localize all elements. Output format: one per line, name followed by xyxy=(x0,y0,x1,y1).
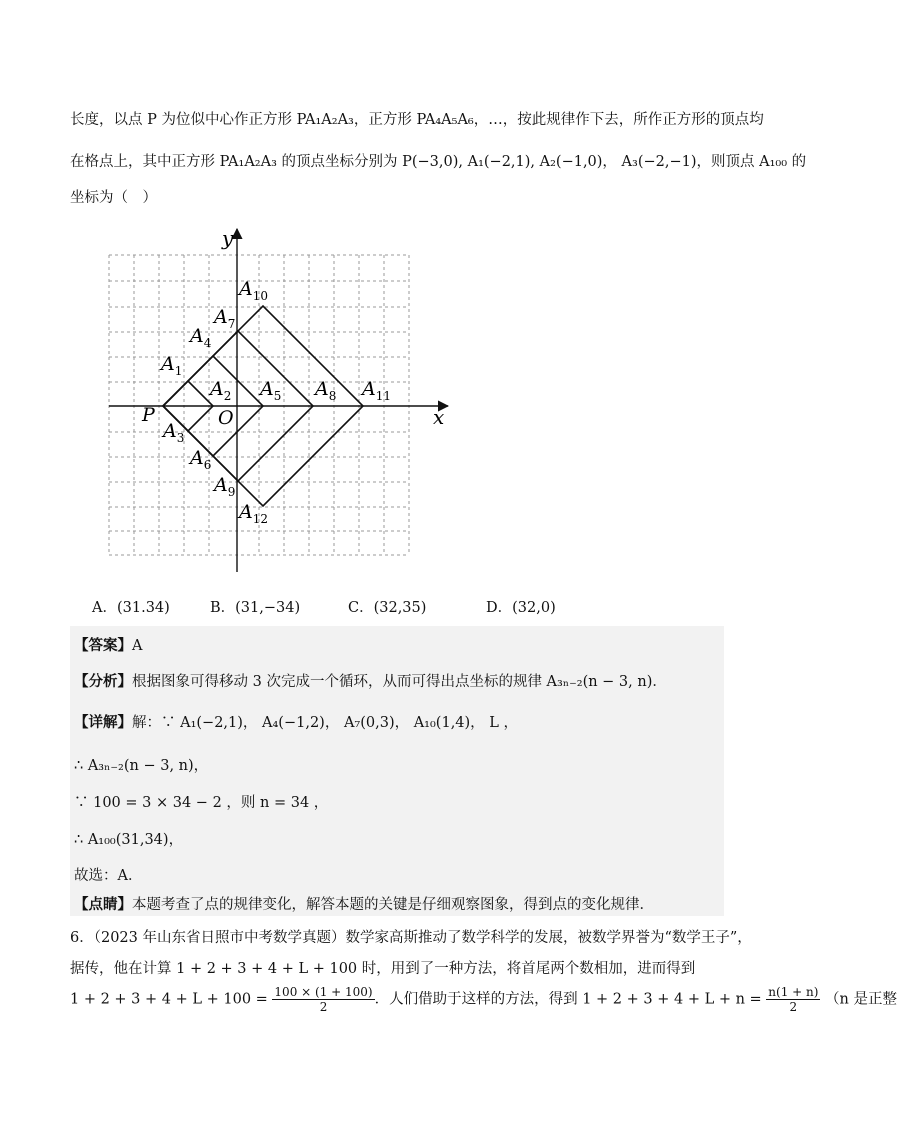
option-c: C．(32,35) xyxy=(348,600,427,616)
answer-tag: 【答案】 xyxy=(74,637,132,654)
comment-tag: 【点睛】 xyxy=(74,896,132,913)
option-b: B．(31,−34) xyxy=(210,600,301,616)
label-a5: $A_5$ xyxy=(260,378,282,403)
x-axis-label: x xyxy=(433,405,445,429)
next-question-line-3 xyxy=(70,985,897,1014)
point-p-label: P xyxy=(142,404,155,426)
label-a6: $A_6$ xyxy=(190,447,212,472)
detail-row-1 xyxy=(74,711,518,732)
fraction-2 xyxy=(766,985,820,1014)
detail-row-5: 故选：A． xyxy=(74,868,143,884)
origin-label: O xyxy=(218,407,234,429)
detail-text-1: 解：∵ A₁(−2,1)， A₄(−1,2)， A₇(0,3)， A₁₀(1,4)， L ， xyxy=(132,715,519,731)
label-a4: $A_4$ xyxy=(190,325,212,350)
fraction-1 xyxy=(272,985,374,1014)
coordinate-figure xyxy=(100,225,460,575)
answer-value: A xyxy=(132,638,143,654)
sum-expression: 1 + 2 + 3 + 4 + L + 100 = xyxy=(70,991,268,1008)
detail-tag: 【详解】 xyxy=(74,714,132,731)
middle-text: ．人们借助于这样的方法，得到 1 + 2 + 3 + 4 + L + n = xyxy=(374,991,762,1008)
answer-row xyxy=(74,634,142,655)
label-a3: $A_3$ xyxy=(163,420,185,445)
detail-row-4: ∴ A₁₀₀(31,34)， xyxy=(74,832,184,848)
analysis-row xyxy=(74,670,667,691)
problem-line-2: 在格点上，其中正方形 PA₁A₂A₃ 的顶点坐标分别为 P(−3,0), A₁(−2,1), A₂(−1,0)， A₃(−2,−1)，则顶点 A₁₀₀ 的 xyxy=(70,154,807,170)
option-d: D．(32,0) xyxy=(486,600,556,616)
next-question-line-1: 6．（2023 年山东省日照市中考数学真题）数学家高斯推动了数学科学的发展，被数学界誉为“数学王子”， xyxy=(70,930,752,946)
label-a7: $A_7$ xyxy=(214,306,236,331)
label-a2: $A_2$ xyxy=(210,378,232,403)
comment-row xyxy=(74,893,654,914)
analysis-tag: 【分析】 xyxy=(74,673,132,690)
vertex-labels xyxy=(159,278,391,526)
label-a12: $A_{12}$ xyxy=(239,501,269,526)
y-axis-label: y xyxy=(222,226,234,250)
detail-row-2: ∴ A₃ₙ₋₂(n − 3, n)， xyxy=(74,758,209,774)
problem-line-1: 长度，以点 P 为位似中心作正方形 PA₁A₂A₃，正方形 PA₄A₅A₆，…，按此规律作下去，所作正方形的顶点均 xyxy=(70,112,764,128)
fraction-1-numerator: 100 × (1 + 100) xyxy=(274,985,373,999)
detail-row-3: ∵ 100 = 3 × 34 − 2 ，则 n = 34 ， xyxy=(74,795,329,811)
label-a11: $A_{11}$ xyxy=(362,378,392,403)
label-a10: $A_{10}$ xyxy=(239,278,269,303)
label-a1: $A_1$ xyxy=(161,353,183,378)
problem-line-3: 坐标为（ ） xyxy=(70,190,157,206)
fraction-2-numerator: n(1 + n) xyxy=(768,985,819,999)
trailing-text: （n 是正整 xyxy=(825,991,897,1008)
label-a8: $A_8$ xyxy=(315,378,337,403)
option-a: A．(31.34) xyxy=(92,600,170,616)
fraction-2-denominator: 2 xyxy=(789,1000,798,1014)
label-a9: $A_9$ xyxy=(214,474,236,499)
analysis-text: 根据图象可得移动 3 次完成一个循环，从而可得出点坐标的规律 A₃ₙ₋₂(n − 3, n)． xyxy=(132,674,667,690)
fraction-1-denominator: 2 xyxy=(319,1000,328,1014)
next-question-line-2: 据传，他在计算 1 + 2 + 3 + 4 + L + 100 时，用到了一种方法，将首尾两个数相加，进而得到 xyxy=(70,961,696,977)
comment-text: 本题考查了点的规律变化，解答本题的关键是仔细观察图象，得到点的变化规律． xyxy=(132,897,654,913)
